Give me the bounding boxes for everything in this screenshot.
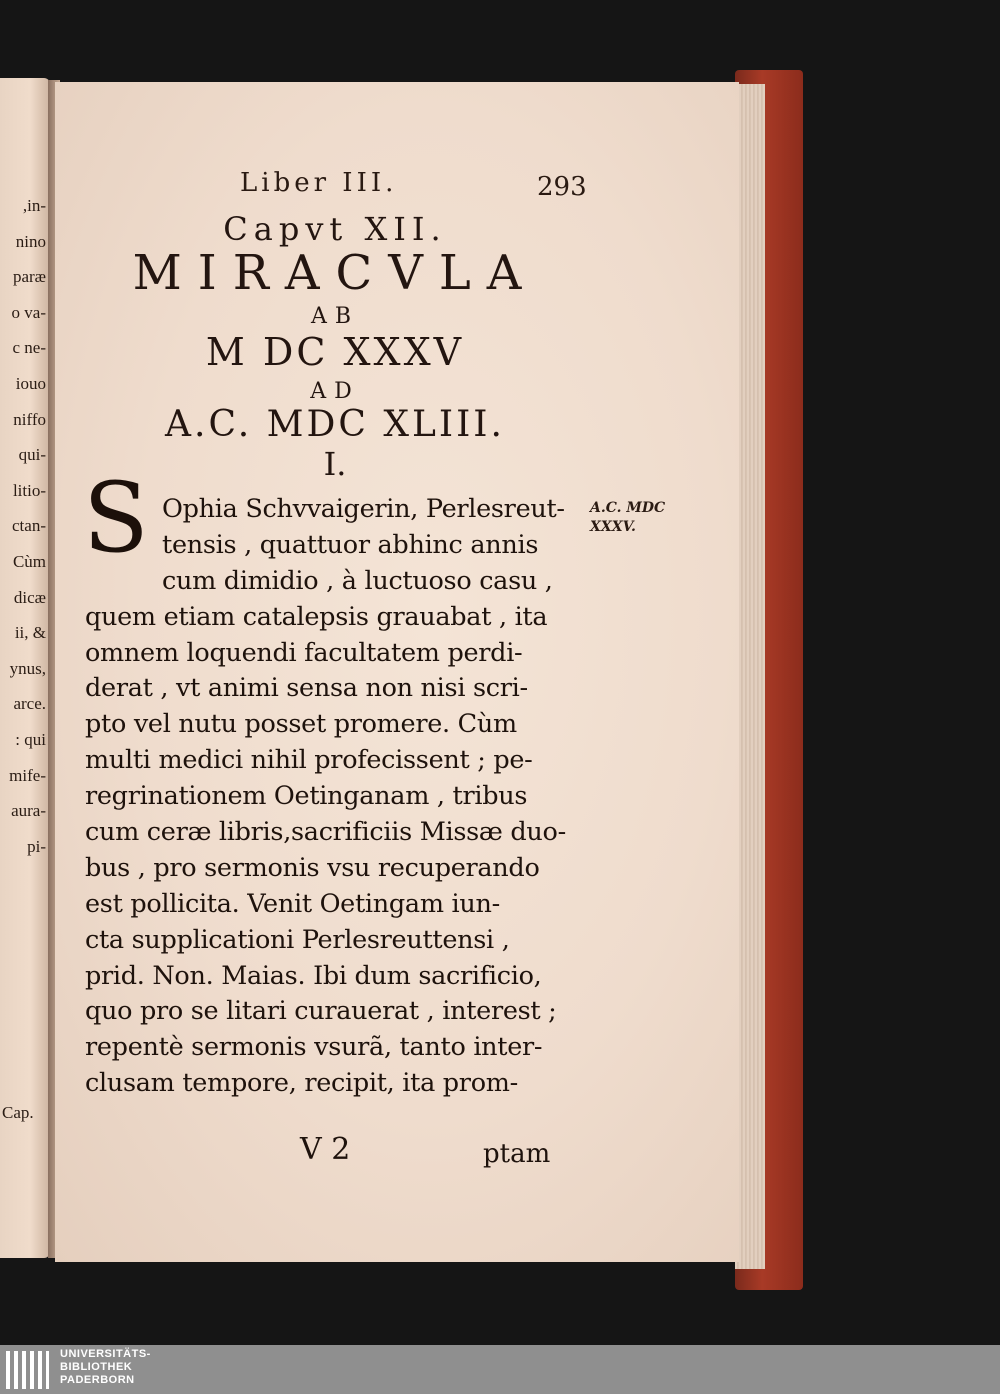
left-line: niffo [13, 409, 46, 429]
body-line: bus , pro sermonis vsu recuperando [85, 852, 540, 883]
body-text [85, 492, 580, 1102]
body-line: multi medici nihil profecissent ; pe- [85, 745, 533, 776]
body-line: regrinationem Oetinganam , tribus [85, 781, 528, 812]
chapter-heading: Capvt XII. [223, 210, 447, 248]
body-line: cum dimidio , à luctuoso casu , [162, 565, 553, 596]
left-page-text [0, 188, 50, 864]
body-line: cum ceræ libris,sacrificiis Missæ duo- [85, 817, 566, 848]
body-line: repentè sermonis vsurã, tanto inter- [85, 1032, 543, 1063]
left-page [0, 78, 50, 1258]
library-name [60, 1348, 151, 1387]
body-line: Ophia Schvvaigerin, Perlesreut- [162, 494, 565, 524]
left-line: pi- [27, 836, 46, 856]
body-line: clusam tempore, recipit, ita prom- [85, 1068, 518, 1099]
library-name-line: PADERBORN [60, 1374, 135, 1386]
body-line: quo pro se litari curauerat , interest ; [85, 996, 557, 1027]
title-ad: AD [310, 379, 360, 404]
left-line: qui- [18, 445, 46, 465]
left-line: aura- [11, 801, 46, 821]
left-line: Cùm [12, 551, 46, 571]
left-line: ctan- [12, 516, 46, 536]
catchword: ptam [483, 1139, 551, 1169]
left-line: dicæ [13, 587, 46, 607]
left-line: iouo [15, 373, 46, 393]
left-line: c ne- [12, 338, 46, 358]
right-page [55, 82, 739, 1262]
body-line: cta supplicationi Perlesreuttensi , [85, 924, 510, 955]
left-line: paræ [12, 267, 46, 287]
body-line: omnem loquendi facultatem perdi- [85, 637, 523, 668]
left-line: mife- [9, 765, 46, 785]
page-number: 293 [537, 172, 587, 202]
body-line: quem etiam catalepsis grauabat , ita [85, 601, 548, 632]
title-ab: AB [310, 304, 360, 329]
year-to: A.C. MDC XLIII. [165, 404, 505, 445]
left-catchword: Cap. [2, 1103, 34, 1122]
body-line: derat , vt animi sensa non nisi scri- [85, 673, 528, 704]
body-line: est pollicita. Venit Oetingam iun- [85, 888, 500, 919]
body-line: prid. Non. Maias. Ibi dum sacrificio, [85, 960, 542, 991]
left-line: arce. [13, 694, 46, 714]
left-line: o va- [11, 302, 46, 322]
library-name-line: UNIVERSITÄTS- [60, 1348, 151, 1360]
left-line: ,in- [22, 196, 46, 215]
page-edges [735, 84, 765, 1269]
left-line: : qui [15, 729, 46, 749]
signature-mark: V 2 [300, 1132, 351, 1167]
body-line: tensis , quattuor abhinc annis [162, 529, 539, 560]
library-footer [0, 1345, 1000, 1394]
margin-note-line: A.C. MDC [590, 500, 666, 516]
margin-note [590, 499, 680, 537]
library-name-line: BIBLIOTHEK [60, 1361, 133, 1373]
running-header: Liber III. [240, 168, 398, 198]
drop-cap: S [83, 462, 149, 574]
left-line: ynus, [9, 658, 46, 678]
library-logo-icon [6, 1351, 50, 1389]
left-line: litio- [12, 480, 46, 500]
margin-note-line: XXXV. [590, 519, 636, 535]
section-number: I. [323, 445, 347, 483]
chapter-title: MIRACVLA [132, 245, 538, 301]
body-line: pto vel nutu posset promere. Cùm [85, 709, 517, 740]
year-from: M DC XXXV [205, 330, 465, 374]
left-line: ii, & [14, 623, 46, 643]
left-line: nino [15, 231, 46, 251]
